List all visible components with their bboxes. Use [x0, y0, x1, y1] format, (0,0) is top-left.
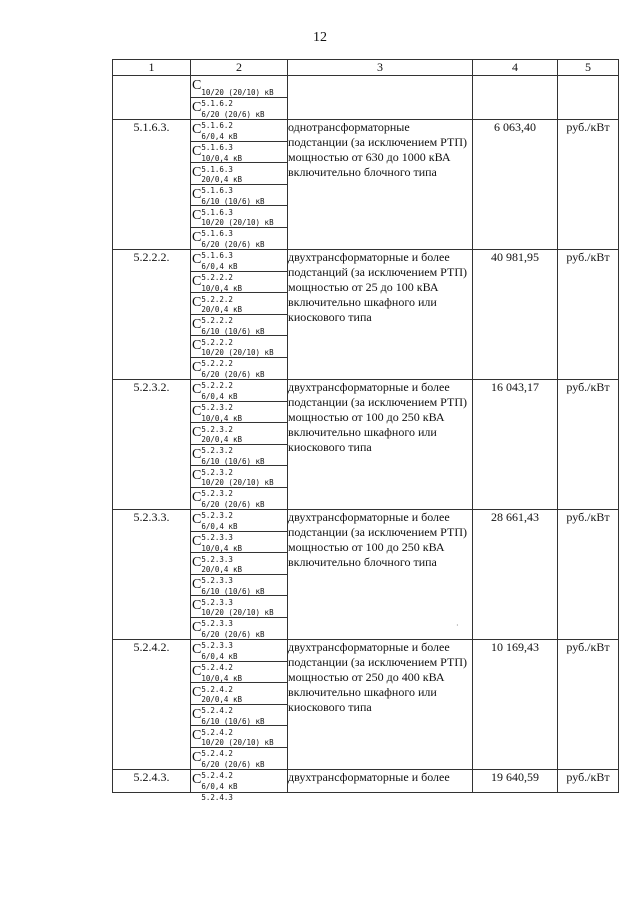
- code-letter: C: [192, 316, 202, 332]
- price-unit: руб./кВт: [558, 120, 619, 250]
- code-letter: C: [192, 512, 202, 527]
- code-superscript: 6/0,4 кВ: [201, 652, 238, 661]
- table-row: [113, 770, 619, 793]
- code-subscript: 5.2.2.2: [201, 294, 233, 304]
- code-letter: C: [192, 489, 202, 505]
- table-row: [113, 380, 619, 510]
- code-superscript: 20/0,4 кВ: [201, 305, 242, 314]
- code-subscript: 5.2.4.2: [201, 727, 233, 737]
- code-subscript: 5.2.3.2: [201, 446, 233, 455]
- code-subscript: 5.2.4.2: [201, 663, 233, 672]
- code-letter: C: [192, 663, 202, 679]
- code-letter: C: [192, 229, 202, 245]
- code-superscript: 10/0,4 кВ: [201, 543, 242, 553]
- code-letter: C: [192, 295, 202, 310]
- code-subscript: 5.2.4.2: [201, 770, 233, 780]
- code-subscript: 5.2.2.2: [201, 380, 233, 390]
- code-superscript: 10/20 (20/10) кВ: [201, 478, 274, 487]
- code-subscript: 5.2.4.2: [201, 749, 233, 758]
- page-number: 12: [313, 30, 327, 45]
- code-superscript: 6/0,4 кВ: [201, 392, 238, 401]
- column-header: 1: [113, 60, 191, 76]
- code-letter: C: [192, 642, 202, 657]
- code-superscript: 10/20 (20/10) кВ: [201, 88, 274, 97]
- code-letter: C: [192, 706, 202, 722]
- code-superscript: 6/20 (20/6) кВ: [201, 759, 265, 769]
- description: двухтрансформаторные и более подстанции (за исключением РТП) мощностью от 100 до 250 кВА включительно шкафного или киоскового типа: [288, 380, 473, 510]
- code-subscript: 5.2.3.2: [201, 424, 233, 434]
- code-superscript: 10/20 (20/10) кВ: [201, 738, 274, 747]
- table-row: [113, 76, 619, 120]
- code-superscript: 6/20 (20/6) кВ: [201, 239, 265, 249]
- code-subscript: 5.1.6.3: [201, 164, 233, 174]
- code-letter: C: [192, 446, 202, 462]
- code-letter: C: [192, 359, 202, 375]
- code-superscript: 6/0,4 кВ: [201, 262, 238, 271]
- code-superscript: 6/20 (20/6) кВ: [201, 629, 265, 639]
- table-row: [113, 640, 619, 770]
- code-superscript: 10/0,4 кВ: [201, 283, 242, 293]
- tariff-code: [191, 76, 287, 108]
- column-header: 4: [473, 60, 558, 76]
- code-list: [191, 120, 288, 260]
- code-subscript: 5.2.3.2: [201, 403, 233, 412]
- column-header: 2: [191, 60, 288, 76]
- code-superscript: 10/0,4 кВ: [201, 153, 242, 163]
- description: [288, 76, 473, 120]
- code-subscript: 5.2.3.3: [201, 533, 233, 542]
- code-subscript: 5.2.3.3: [201, 576, 233, 585]
- price-unit: руб./кВт: [558, 380, 619, 510]
- price-value: 28 661,43: [473, 510, 558, 640]
- code-subscript: 5.2.4.2: [201, 706, 233, 715]
- code-superscript: 10/20 (20/10) кВ: [201, 348, 274, 357]
- code-letter: C: [192, 728, 202, 743]
- code-letter: C: [192, 619, 202, 635]
- code-letter: C: [192, 78, 202, 93]
- code-subscript: 5.1.6.3: [201, 186, 233, 195]
- code-list: [191, 510, 288, 650]
- table-row: [113, 250, 619, 380]
- code-superscript: 6/20 (20/6) кВ: [201, 499, 265, 509]
- code-superscript: 6/20 (20/6) кВ: [201, 369, 265, 379]
- code-list: [191, 640, 288, 780]
- code-subscript: 5.2.3.3: [201, 640, 233, 650]
- code-subscript: 5.1.6.3: [201, 143, 233, 152]
- code-letter: C: [192, 208, 202, 223]
- code-superscript: 6/10 (10/6) кВ: [201, 196, 265, 206]
- code-subscript: 5.1.6.2: [201, 120, 233, 130]
- code-subscript: 5.2.4.3: [201, 793, 233, 802]
- price-value: 19 640,59: [473, 770, 558, 793]
- code-letter: C: [192, 165, 202, 180]
- code-subscript: 5.2.3.3: [201, 619, 233, 628]
- code-superscript: 20/0,4 кВ: [201, 695, 242, 704]
- column-header: 3: [288, 60, 473, 76]
- code-letter: C: [192, 576, 202, 592]
- code-subscript: 5.1.6.3: [201, 207, 233, 217]
- price-value: 6 063,40: [473, 120, 558, 250]
- price-value: 10 169,43: [473, 640, 558, 770]
- code-letter: C: [192, 338, 202, 353]
- code-subscript: 5.2.2.2: [201, 316, 233, 325]
- code-superscript: 6/0,4 кВ: [201, 522, 238, 531]
- code-superscript: 6/0,4 кВ: [201, 132, 238, 141]
- code-superscript: 20/0,4 кВ: [201, 175, 242, 184]
- code-superscript: 20/0,4 кВ: [201, 565, 242, 574]
- code-subscript: 5.1.6.2: [201, 99, 233, 108]
- code-superscript: 6/10 (10/6) кВ: [201, 326, 265, 336]
- code-superscript: 6/10 (10/6) кВ: [201, 716, 265, 726]
- code-subscript: 5.2.3.2: [201, 467, 233, 477]
- row-number: [113, 76, 191, 120]
- row-number: 5.2.2.2.: [113, 250, 191, 380]
- code-superscript: 6/0,4 кВ: [201, 782, 238, 791]
- code-subscript: 5.2.2.2: [201, 359, 233, 368]
- price-unit: руб./кВт: [558, 250, 619, 380]
- code-list: [191, 250, 288, 390]
- code-letter: C: [192, 186, 202, 202]
- tariff-table: [112, 59, 619, 802]
- code-subscript: 5.2.2.2: [201, 337, 233, 347]
- row-number: 5.2.4.3.: [113, 770, 191, 793]
- code-superscript: 6/20 (20/6) кВ: [201, 109, 265, 119]
- code-superscript: 10/0,4 кВ: [201, 673, 242, 683]
- description: двухтрансформаторные и более подстанции (за исключением РТП) мощностью от 100 до 250 кВА включительно блочного типа: [288, 510, 473, 640]
- code-superscript: 10/20 (20/10) кВ: [201, 608, 274, 617]
- code-letter: C: [192, 749, 202, 765]
- code-letter: C: [192, 382, 202, 397]
- table-header-row: [113, 60, 619, 76]
- code-letter: C: [192, 685, 202, 700]
- table-row: [113, 510, 619, 640]
- price-unit: руб./кВт: [558, 770, 619, 793]
- price-unit: руб./кВт: [558, 510, 619, 640]
- column-header: 5: [558, 60, 619, 76]
- code-letter: C: [192, 143, 202, 159]
- code-letter: C: [192, 468, 202, 483]
- code-superscript: 10/0,4 кВ: [201, 413, 242, 423]
- code-superscript: 10/20 (20/10) кВ: [201, 218, 274, 227]
- code-superscript: 6/10 (10/6) кВ: [201, 586, 265, 596]
- price-unit: руб./кВт: [558, 640, 619, 770]
- price-unit: [558, 76, 619, 120]
- code-subscript: 5.2.3.2: [201, 489, 233, 498]
- scan-speck: ·: [456, 621, 459, 630]
- table-row: [113, 120, 619, 250]
- row-number: 5.2.3.2.: [113, 380, 191, 510]
- row-number: 5.2.4.2.: [113, 640, 191, 770]
- code-list: [191, 76, 288, 130]
- code-letter: C: [192, 425, 202, 440]
- price-value: 16 043,17: [473, 380, 558, 510]
- description: однотрансформаторные подстанции (за исключением РТП) мощностью от 630 до 1000 кВА включительно блочного типа: [288, 120, 473, 250]
- code-letter: C: [192, 533, 202, 549]
- description: двухтрансформаторные и более подстанции (за исключением РТП) мощностью от 250 до 400 кВА включительно шкафного или киоскового типа: [288, 640, 473, 770]
- code-subscript: 5.2.3.3: [201, 554, 233, 564]
- code-letter: C: [192, 122, 202, 137]
- price-value: 40 981,95: [473, 250, 558, 380]
- description: двухтрансформаторные и более подстанций (за исключением РТП) мощностью от 25 до 100 кВА включительно шкафного или киоскового типа: [288, 250, 473, 380]
- code-subscript: 5.2.4.2: [201, 684, 233, 694]
- description: двухтрансформаторные и более: [288, 770, 473, 793]
- code-letter: C: [192, 403, 202, 419]
- code-subscript: 5.2.3.3: [201, 597, 233, 607]
- code-letter: C: [192, 273, 202, 289]
- price-value: [473, 76, 558, 120]
- code-superscript: 20/0,4 кВ: [201, 435, 242, 444]
- code-letter: C: [192, 598, 202, 613]
- code-letter: C: [192, 772, 202, 787]
- code-subscript: 5.1.6.3: [201, 250, 233, 260]
- row-number: 5.2.3.3.: [113, 510, 191, 640]
- code-letter: C: [192, 99, 202, 115]
- row-number: 5.1.6.3.: [113, 120, 191, 250]
- code-list: [191, 380, 288, 520]
- table-body: [113, 76, 619, 802]
- code-letter: C: [192, 252, 202, 267]
- code-subscript: 5.1.6.3: [201, 229, 233, 238]
- code-subscript: 5.2.3.2: [201, 510, 233, 520]
- code-superscript: 6/10 (10/6) кВ: [201, 456, 265, 466]
- code-letter: C: [192, 555, 202, 570]
- code-subscript: 5.2.2.2: [201, 273, 233, 282]
